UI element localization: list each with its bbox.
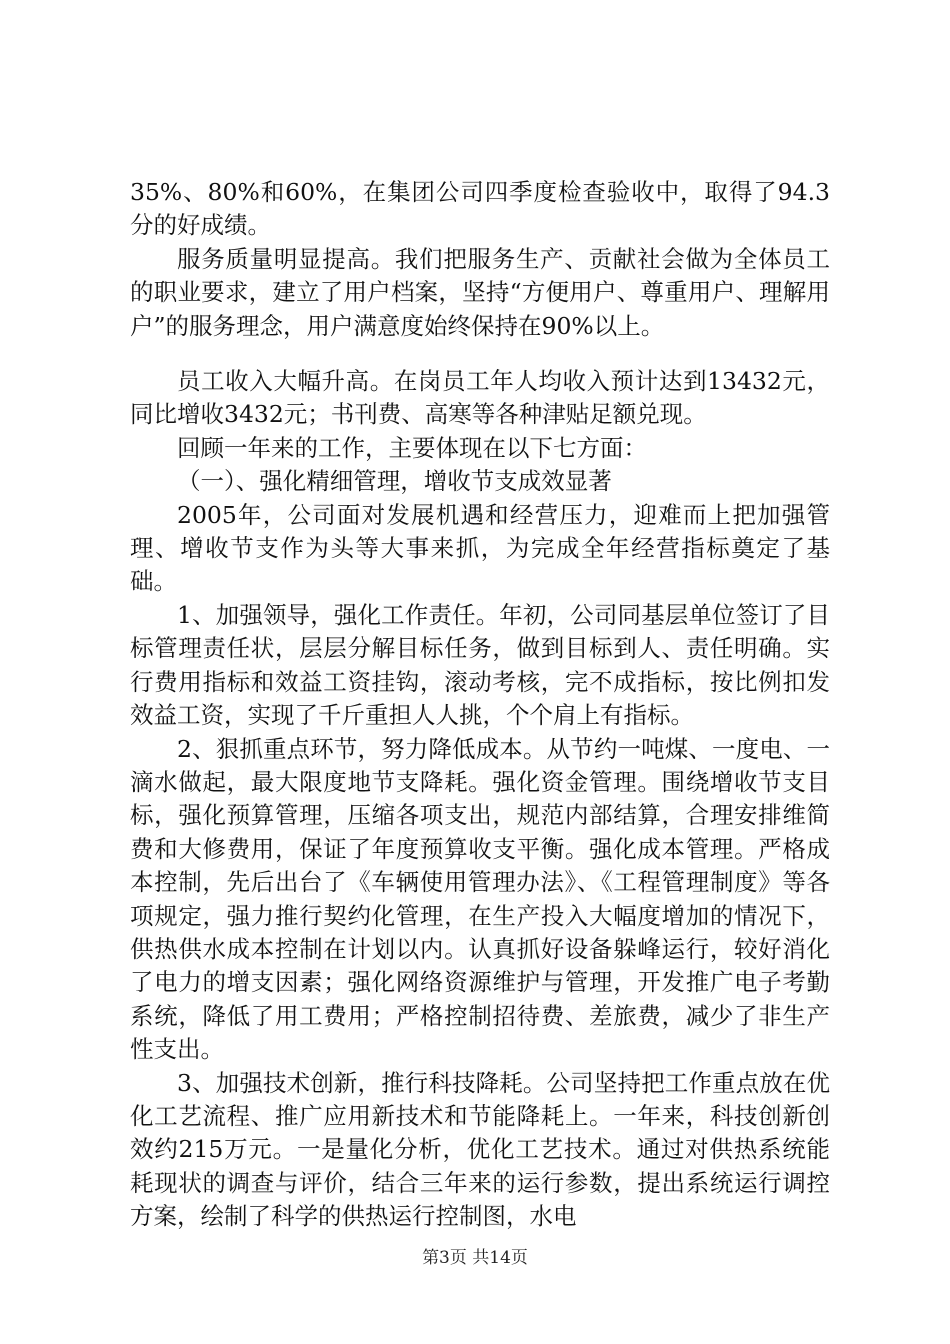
document-body	[130, 176, 830, 1234]
page-number-footer: 第3页 共14页	[422, 1248, 528, 1268]
paragraph-item-1: 1、加强领导，强化工作责任。年初，公司同基层单位签订了目标管理责任状，层层分解目标任务，做到目标到人、责任明确。实行费用指标和效益工资挂钩，滚动考核，完不成指标，按比例扣发效益工资，实现了千斤重担人人挑，个个肩上有指标。	[130, 600, 830, 730]
paragraph-review-intro: 回顾一年来的工作，主要体现在以下七方面：	[177, 433, 647, 462]
paragraph-service-quality: 服务质量明显提高。我们把服务生产、贡献社会做为全体员工的职业要求，建立了用户档案，坚持“方便用户、尊重用户、理解用户”的服务理念，用户满意度始终保持在90%以上。	[130, 244, 830, 340]
section-heading: （一）、强化精细管理，增收节支成效显著	[177, 467, 612, 496]
paragraph-employee-income: 员工收入大幅升高。在岗员工年人均收入预计达到13432元，同比增收3432元；书刊费、高寒等各种津贴足额兑现。	[130, 367, 830, 429]
paragraph-continued: 35%、80%和60%，在集团公司四季度检查验收中，取得了94.3分的好成绩。	[130, 178, 830, 240]
paragraph-item-2: 2、狠抓重点环节，努力降低成本。从节约一吨煤、一度电、一滴水做起，最大限度地节支降耗。强化资金管理。围绕增收节支目标，强化预算管理，压缩各项支出，规范内部结算，合理安排维简费和大修费用，保证了年度预算收支平衡。强化成本管理。严格成本控制，先后出台了《车辆使用管理办法》、《工程管理制度》等各项规定，强力推行契约化管理，在生产投入大幅度增加的情况下，供热供水成本控制在计划以内。认真抓好设备躲峰运行，较好消化了电力的增支因素；强化网络资源维护与管理，开发推广电子考勤系统，降低了用工费用；严格控制招待费、差旅费，减少了非生产性支出。	[130, 734, 830, 1064]
paragraph-item-3: 3、加强技术创新，推行科技降耗。公司坚持把工作重点放在优化工艺流程、推广应用新技术和节能降耗上。一年来，科技创新创效约215万元。一是量化分析，优化工艺技术。通过对供热系统能耗现状的调查与评价，结合三年来的运行参数，提出系统运行调控方案，绘制了科学的供热运行控制图，水电	[130, 1068, 830, 1231]
paragraph-2005-overview: 2005年，公司面对发展机遇和经营压力，迎难而上把加强管理、增收节支作为头等大事来抓，为完成全年经营指标奠定了基础。	[130, 500, 830, 596]
